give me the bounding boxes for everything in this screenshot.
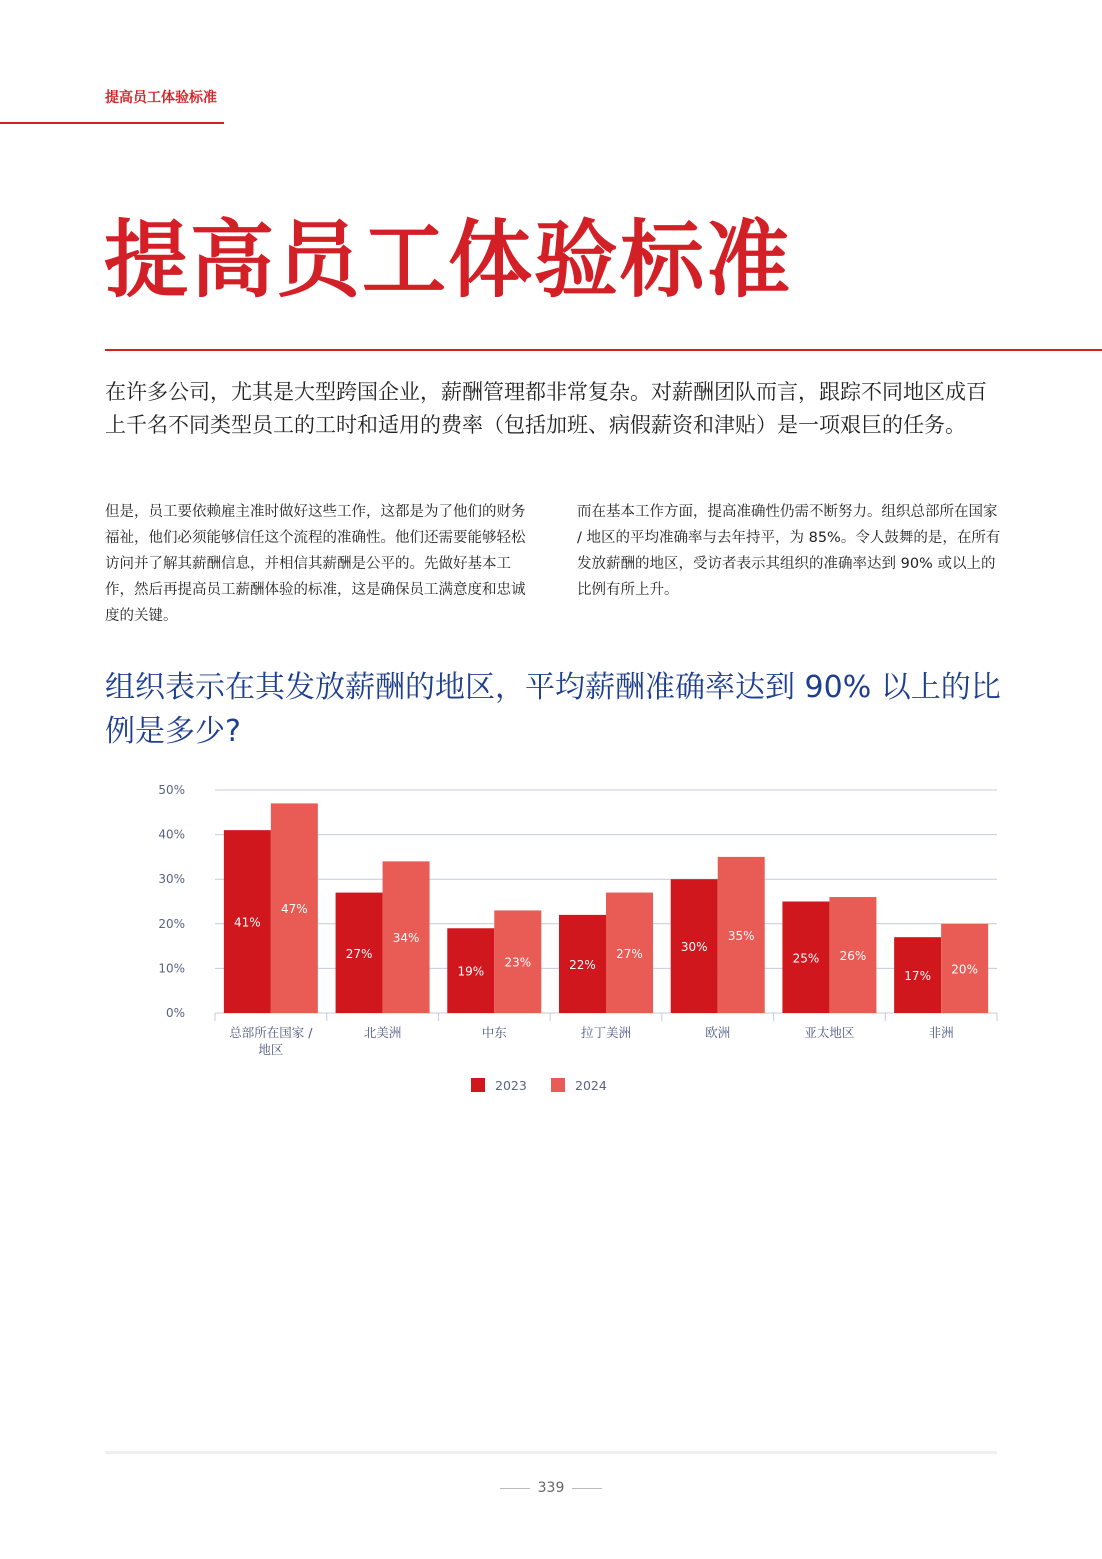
bar-value-label: 27% <box>345 946 373 961</box>
bar-value-label: 35% <box>727 928 755 943</box>
footer-rule <box>105 1451 997 1454</box>
bar-value-label: 19% <box>457 964 485 979</box>
bar-value-label: 34% <box>392 931 420 946</box>
page-title: 提高员工体验标准 <box>104 211 793 309</box>
y-tick-label: 30% <box>158 872 185 887</box>
bar-value-label: 30% <box>680 940 708 955</box>
bar-value-label: 20% <box>951 962 978 977</box>
bar-value-label: 26% <box>839 949 867 964</box>
bar-value-label: 25% <box>792 951 820 966</box>
page-number-dash-left <box>500 1488 530 1489</box>
legend-label: 2024 <box>575 1078 607 1093</box>
y-tick-label: 20% <box>158 916 185 931</box>
y-tick-label: 10% <box>158 961 185 976</box>
bar-value-label: 22% <box>569 957 596 972</box>
bar-value-label: 23% <box>504 955 532 970</box>
y-tick-label: 0% <box>165 1006 185 1020</box>
y-tick-label: 50% <box>158 783 185 797</box>
body-column-right: 而在基本工作方面，提高准确性仍需不断努力。组织总部所在国家 / 地区的平均准确率与去年持平，为 85%。令人鼓舞的是，在所有发放薪酬的地区，受访者表示其组织的准确率达到 90% 或以上的比例有所上升。 <box>577 504 1001 598</box>
page-number-text: 339 <box>537 1480 565 1496</box>
y-tick-label: 40% <box>158 827 185 842</box>
page-number-dash-right <box>572 1488 602 1489</box>
x-category-label: 拉丁美洲 <box>580 1025 632 1040</box>
x-category-label: 亚太地区 <box>804 1025 855 1040</box>
x-category-label: 欧洲 <box>705 1025 731 1040</box>
x-category-label: 非洲 <box>928 1025 954 1040</box>
legend-swatch-2024 <box>551 1078 565 1092</box>
body-column-left: 但是，员工要依赖雇主准时做好这些工作，这都是为了他们的财务福祉，他们必须能够信任这个流程的准确性。他们还需要能够轻松访问并了解其薪酬信息，并相信其薪酬是公平的。先做好基本工作，然后再提高员工薪酬体验的标准，这是确保员工满意度和忠诚度的关键。 <box>105 504 526 624</box>
bar-value-label: 41% <box>234 915 261 930</box>
bar-value-label: 17% <box>904 969 931 984</box>
legend-swatch-2023 <box>471 1078 485 1092</box>
x-category-label: 中东 <box>481 1025 507 1040</box>
legend-label: 2023 <box>495 1078 527 1093</box>
chart-question: 组织表示在其发放薪酬的地区，平均薪酬准确率达到 90% 以上的比例是多少? <box>105 670 1001 749</box>
x-category-label: 北美洲 <box>363 1025 402 1040</box>
page-number <box>0 1480 1102 1496</box>
bar-value-label: 47% <box>281 902 308 917</box>
x-category-label: 总部所在国家 /地区 <box>229 1025 313 1057</box>
running-header: 提高员工体验标准 <box>105 90 217 106</box>
bar-value-label: 27% <box>616 946 643 961</box>
lead-paragraph: 在许多公司，尤其是大型跨国企业，薪酬管理都非常复杂。对薪酬团队而言，跟踪不同地区成百上千名不同类型员工的工时和适用的费率（包括加班、病假薪资和津贴）是一项艰巨的任务。 <box>105 380 987 437</box>
